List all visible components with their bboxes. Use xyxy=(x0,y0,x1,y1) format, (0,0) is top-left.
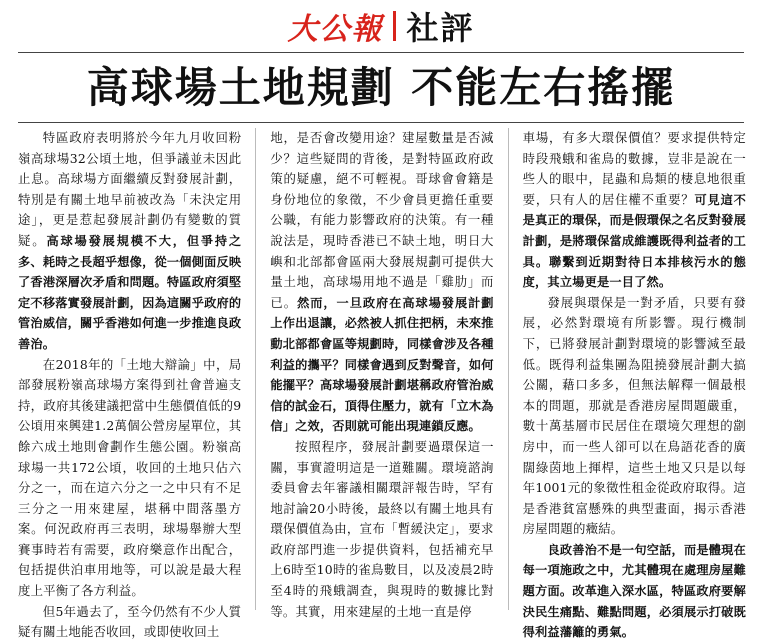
headline-rule xyxy=(18,122,744,123)
text-run: 發展與環保是一對矛盾，只要有發展，必然對環境有所影響。現行機制下，已將發展計劃對環境的影響減至最低。既得利益集團為阻撓發展計劃大搞公關，藉口多多，但無法解釋一個最根本的問題，那就是香港房屋問題嚴重，數十萬基層市民居住在環境欠理想的劏房中，而一些人卻可以在鳥語花香的廣闊綠茵地上揮桿，這些土地又只是以每年1001元的象徵性租金從政府取得。這是香港貧富懸殊的典型畫面，揭示香港房屋問題的癥結。 xyxy=(522,294,746,537)
paragraph xyxy=(18,355,241,602)
article-column-3 xyxy=(522,128,746,640)
bold-text-run: 可見這不是真正的環保，而是假環保之名反對發展計劃，是將環保當成維護既得利益者的工具。聯繫到近期對待日本排核污水的態度，其立場更是一目了然。 xyxy=(522,192,746,290)
newspaper-logo: 大公報 xyxy=(287,12,384,47)
paragraph xyxy=(270,437,493,622)
text-run: 但5年過去了，至今仍然有不少人質疑有關土地能否收回，或即使收回土 xyxy=(18,603,242,640)
paragraph xyxy=(523,293,746,540)
bold-text-run: 良政善治不是一句空話，而是體現在每一項施政之中，尤其體現在處理房屋難題方面。改革進入深水區，特區政府要解決民生痛點、難點問題，必須展示打破既得利益藩籬的勇氣。 xyxy=(522,542,746,640)
text-run: 車場，有多大環保價值？要求提供特定時段飛蛾和雀鳥的數據，豈非是說在一些人的眼中，昆蟲和鳥類的棲息地很重要，只有人的居住權不重要？ xyxy=(522,130,746,207)
text-run: 特區政府表明將於今年九月收回粉嶺高球場32公頃土地，但爭議並未因此止息。高球場方面繼續反對發展計劃，特別是有關土地早前被改為「未決定用途」，更是惹起發展計劃仍有變數的質疑。 xyxy=(18,130,242,248)
text-run: 按照程序，發展計劃要過環保這一關，事實證明這是一道難關。環境諮詢委員會去年審議相關環評報告時，罕有地討論20小時後，最終以有關土地具有環保價值為由，宣布「暫緩決定」，要求政府部門進一步提供資料，包括補充早上6時至10時的雀鳥數目，以及凌晨2時至4時的飛蛾調查，與現時的數據比對等。其實，用來建屋的土地一直是停 xyxy=(270,438,494,619)
paragraph xyxy=(523,128,746,293)
paragraph xyxy=(18,602,241,643)
masthead xyxy=(0,0,762,52)
paragraph xyxy=(18,128,241,355)
text-run: 在2018年的「土地大辯論」中，局部發展粉嶺高球場方案得到社會普遍支持，政府其後建議把當中生態價值低的9公頃用來興建1.2萬個公營房屋單位，其餘六成土地則會劃作生態公園。粉嶺高球場一共172公頃，收回的土地只佔六分之一，而在這六分之一之中只有不足三分之一用來建屋，堪稱中間落墨方案。何況政府再三表明，球場舉辦大型賽事時若有需要，政府樂意作出配合，包括提供泊車用地等，可以說是最大程度上平衡了各方利益。 xyxy=(18,356,242,599)
paragraph xyxy=(523,540,746,643)
bold-text-run: 高球場發展規模不大，但爭持之多、耗時之長超乎想像，從一個側面反映了香港深層次矛盾和問題。特區政府須堅定不移落實發展計劃，因為這關乎政府的管治威信，關乎香港如何進一步推進良政善治。 xyxy=(18,233,242,351)
article-body xyxy=(18,128,746,640)
bold-text-run: 然而，一旦政府在高球場發展計劃上作出退讓，必然被人抓住把柄，未來推動北部都會區等規劃時，同樣會涉及各種利益的攜平？同樣會遇到反對聲音，如何能擺平？高球場發展計劃堪稱政府管治威信的試金石，頂得住壓力，就有「立木為信」之效，否則就可能出現連鎖反應。 xyxy=(270,295,494,434)
column-divider xyxy=(508,128,509,610)
text-run: 地，是否會改變用途？建屋數量是否減少？這些疑問的背後，是對特區政府政策的疑慮，絕不可輕視。哥球會會籍是身份地位的象徵，不少會員更擔任重要公職，有能力影響政府的決策。有一種說法是，現時香港已不缺土地，明日大嶼和北部都會區兩大發展規劃可提供大量土地，高球場用地不過是「雞肋」而已。 xyxy=(270,130,494,310)
headline: 高球場土地規劃 不能左右搖擺 xyxy=(86,63,676,112)
column-name: 社評 xyxy=(406,9,475,47)
brand xyxy=(287,3,474,49)
column-divider xyxy=(255,128,256,610)
logo-divider xyxy=(393,11,396,41)
masthead-rule xyxy=(18,52,744,53)
paragraph xyxy=(270,128,493,437)
article-column-2 xyxy=(270,128,494,619)
article-column-1 xyxy=(18,128,242,640)
